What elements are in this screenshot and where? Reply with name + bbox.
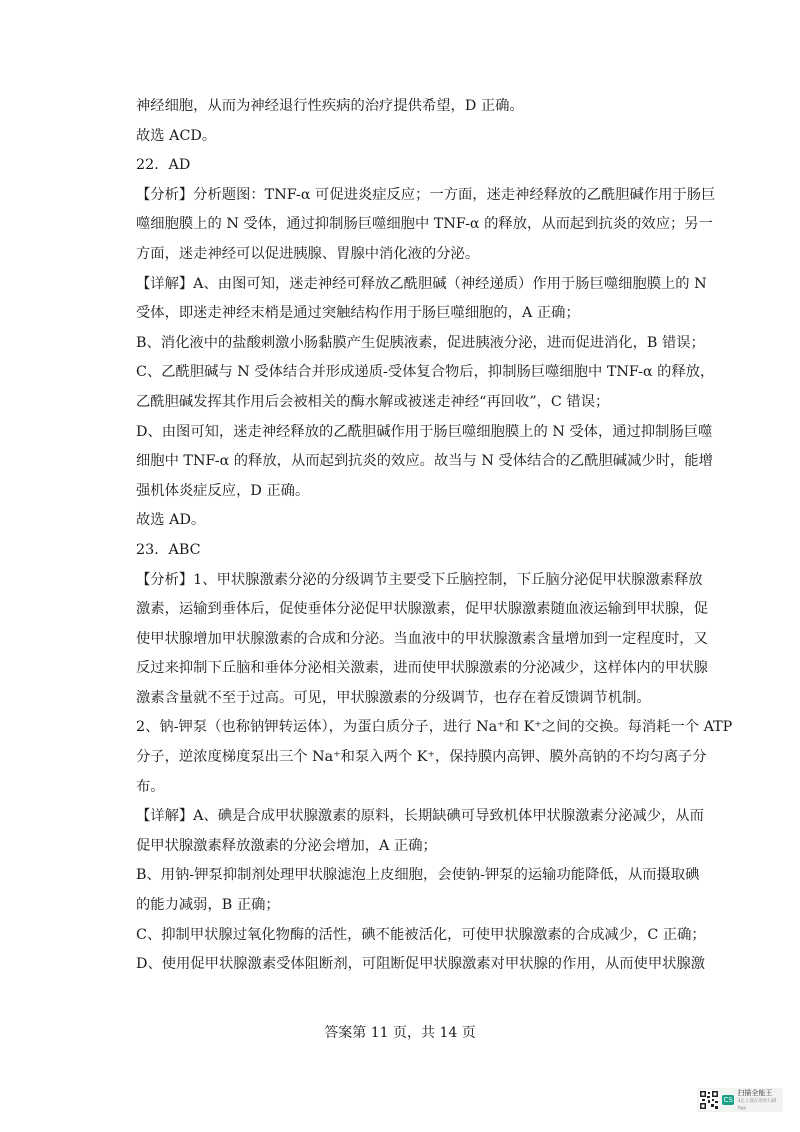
text-line: C、乙酰胆碱与 N 受体结合并形成递质-受体复合物后，抑制肠巨噬细胞中 TNF-α 的释放， [136, 364, 715, 381]
text-line: 【详解】A、由图可知，迷走神经可释放乙酰胆碱（神经递质）作用于肠巨噬细胞膜上的 N [136, 275, 707, 292]
text-line: B、用钠-钾泵抑制剂处理甲状腺滤泡上皮细胞，会使钠-钾泵的运输功能降低，从而摄取碘 [136, 867, 700, 884]
text-line: 使甲状腺增加甲状腺激素的合成和分泌。当血液中的甲状腺激素含量增加到一定程度时，又 [136, 630, 708, 647]
text-line: 22．AD [136, 157, 191, 174]
text-line: 反过来抑制下丘脑和垂体分泌相关激素，进而使甲状腺激素的分泌减少，这样体内的甲状腺 [136, 660, 708, 677]
text-line: 布。 [136, 778, 165, 795]
text-line: 故选 AD。 [136, 512, 206, 529]
text-line: 故选 ACD。 [136, 127, 217, 144]
text-line: 的能力减弱，B 正确； [136, 897, 280, 914]
camscanner-logo-icon: CS [723, 1096, 733, 1104]
text-line: 【分析】1、甲状腺激素分泌的分级调节主要受下丘脑控制，下丘脑分泌促甲状腺激素释放 [136, 571, 703, 588]
text-line: 【分析】分析题图：TNF-α 可促进炎症反应；一方面，迷走神经释放的乙酰胆碱作用于肠巨 [136, 186, 716, 203]
text-line: 噬细胞膜上的 N 受体，通过抑制肠巨噬细胞中 TNF-α 的释放，从而起到抗炎的效应；另一 [136, 216, 713, 233]
text-line: 受体，即迷走神经末梢是通过突触结构作用于肠巨噬细胞的，A 正确； [136, 305, 580, 322]
text-line: 强机体炎症反应，D 正确。 [136, 482, 310, 499]
text-line: 乙酰胆碱发挥其作用后会被相关的酶水解或被迷走神经“再回收”，C 错误； [136, 393, 610, 410]
watermark-subtitle: 3亿人都在用的扫描App [737, 1098, 777, 1111]
text-line: C、抑制甲状腺过氧化物酶的活性，碘不能被活化，可使甲状腺激素的合成减少，C 正确； [136, 926, 706, 943]
text-line: 激素，运输到垂体后，促使垂体分泌促甲状腺激素，促甲状腺激素随血液运输到甲状腺，促 [136, 601, 708, 618]
text-line: 激素含量就不至于过高。可见，甲状腺激素的分级调节，也存在着反馈调节机制。 [136, 689, 651, 706]
text-line: 2、钠-钾泵（也称钠钾转运体），为蛋白质分子，进行 Na⁺和 K⁺之间的交换。每消耗一个 ATP [136, 719, 733, 736]
text-line: D、由图可知，迷走神经释放的乙酰胆碱作用于肠巨噬细胞膜上的 N 受体，通过抑制肠巨噬 [136, 423, 713, 440]
text-line: 【详解】A、碘是合成甲状腺激素的原料，长期缺碘可导致机体甲状腺激素分泌减少，从而 [136, 808, 704, 825]
text-line: 分子，逆浓度梯度泵出三个 Na⁺和泵入两个 K⁺，保持膜内高钾、膜外高钠的不均匀离子分 [136, 749, 707, 766]
text-line: B、消化液中的盐酸刺激小肠黏膜产生促胰液素，促进胰液分泌，进而促进消化，B 错误； [136, 334, 705, 351]
scanner-watermark [697, 1088, 783, 1112]
page-footer: 答案第 11 页，共 14 页 [324, 1025, 476, 1041]
text-line: 促甲状腺激素释放激素的分泌会增加，A 正确； [136, 837, 437, 854]
text-line: 23．ABC [136, 541, 201, 558]
text-line: 神经细胞，从而为神经退行性疾病的治疗提供希望，D 正确。 [136, 98, 524, 114]
qr-code-icon [699, 1090, 719, 1110]
answer-text-body [136, 92, 733, 980]
watermark-title: 扫描全能王 [737, 1088, 773, 1097]
text-line: D、使用促甲状腺激素受体阻断剂，可阻断促甲状腺激素对甲状腺的作用，从而使甲状腺激 [136, 956, 706, 973]
text-line: 细胞中 TNF-α 的释放，从而起到抗炎的效应。故当与 N 受体结合的乙酰胆碱减少时，能增 [136, 453, 713, 470]
text-line: 方面，迷走神经可以促进胰腺、胃腺中消化液的分泌。 [136, 245, 480, 262]
